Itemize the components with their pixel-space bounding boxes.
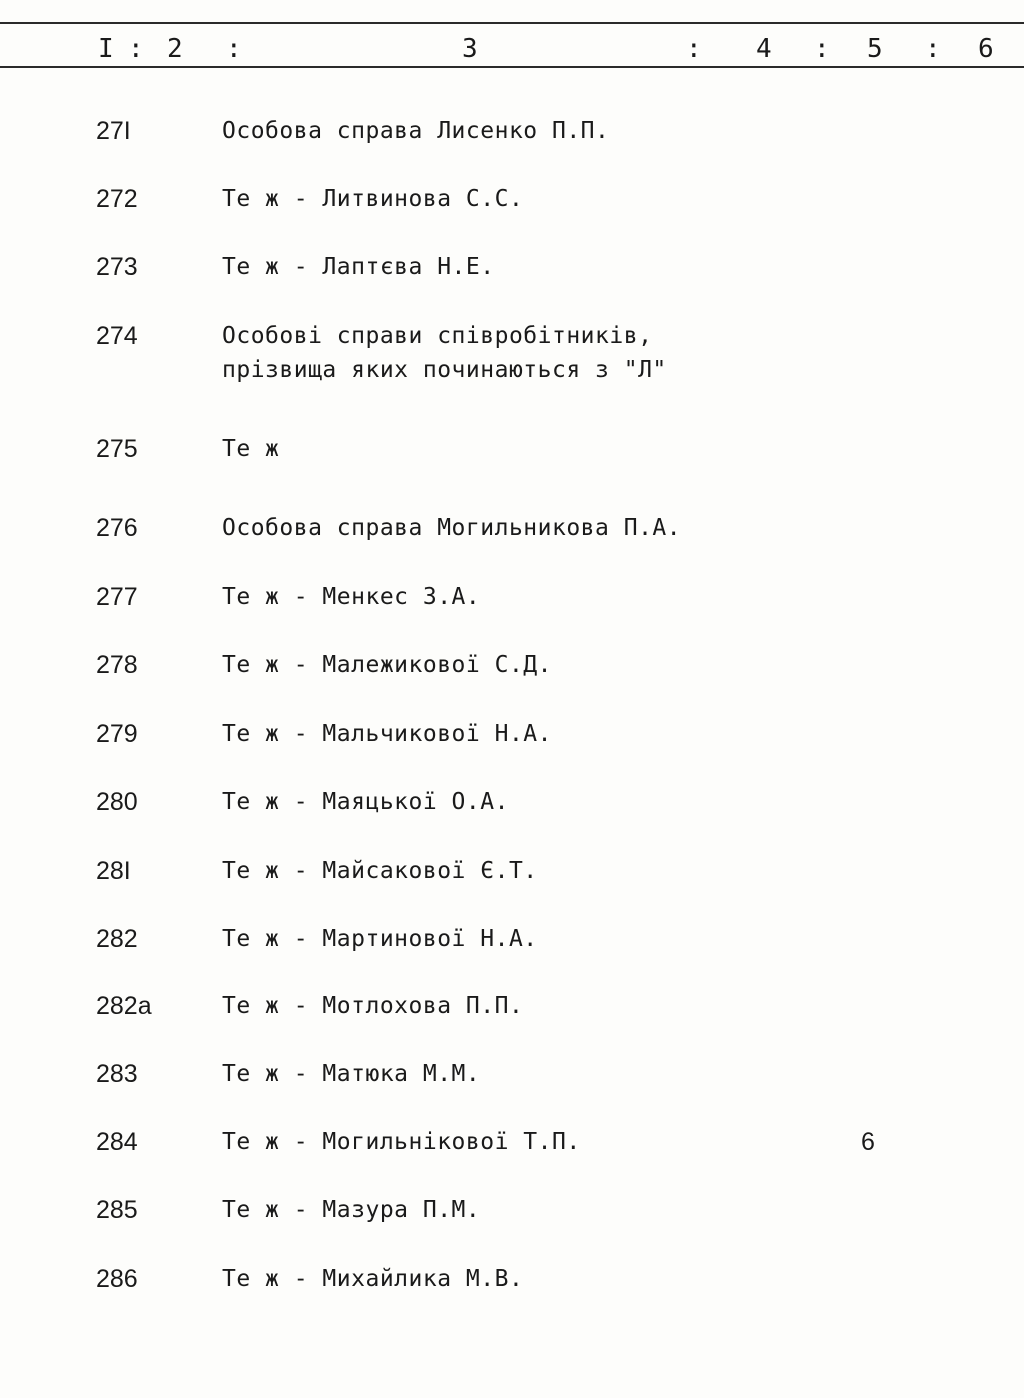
row-number: 275 <box>96 435 138 463</box>
row-number: 27I <box>96 117 131 145</box>
row-number: 273 <box>96 253 138 281</box>
header-separator: : <box>925 34 941 64</box>
row-number: 285 <box>96 1196 138 1224</box>
header-separator: : <box>226 34 242 64</box>
row-title: Те ж - Могильнікової Т.П. <box>222 1129 581 1155</box>
row-number: 286 <box>96 1265 138 1293</box>
row-title: Особові справи співробітників, прізвища яких починаються з "Л" <box>222 323 667 383</box>
row-number: 280 <box>96 788 138 816</box>
header-col3: 3 <box>462 34 478 64</box>
row-title: Особова справа Могильникова П.А. <box>222 515 682 541</box>
row-title: Те ж - Мазура П.М. <box>222 1197 481 1223</box>
row-title: Те ж - Михайлика М.В. <box>222 1266 524 1292</box>
row-title: Те ж - Мотлохова П.П. <box>222 993 524 1019</box>
row-number: 277 <box>96 583 138 611</box>
header-bottom-rule <box>0 66 1024 68</box>
row-title: Те ж - Матюка М.М. <box>222 1061 481 1087</box>
row-number: 274 <box>96 322 138 350</box>
row-col5-value: 6 <box>861 1128 875 1156</box>
header-col5: 5 <box>867 34 883 64</box>
row-title: Особова справа Лисенко П.П. <box>222 118 610 144</box>
row-title: Те ж - Литвинова С.С. <box>222 186 524 212</box>
header-col1: I <box>98 34 114 64</box>
row-number: 276 <box>96 514 138 542</box>
row-number: 284 <box>96 1128 138 1156</box>
header-top-rule <box>0 22 1024 24</box>
row-number: 282а <box>96 992 152 1020</box>
row-number: 278 <box>96 651 138 679</box>
row-number: 28I <box>96 857 131 885</box>
row-number: 272 <box>96 185 138 213</box>
row-title: Те ж - Менкес З.А. <box>222 584 481 610</box>
row-number: 282 <box>96 925 138 953</box>
header-col6: 6 <box>978 34 994 64</box>
header-separator: : <box>686 34 702 64</box>
row-title: Те ж <box>222 436 280 462</box>
header-separator: : <box>128 34 144 64</box>
row-title: Те ж - Майсакової Є.Т. <box>222 858 538 884</box>
header-col2: 2 <box>167 34 183 64</box>
row-number: 279 <box>96 720 138 748</box>
header-col4: 4 <box>756 34 772 64</box>
row-number: 283 <box>96 1060 138 1088</box>
row-title: Те ж - Малежикової С.Д. <box>222 652 552 678</box>
row-title: Те ж - Лаптєва Н.Е. <box>222 254 495 280</box>
row-title: Те ж - Маяцької О.А. <box>222 789 509 815</box>
row-title: Те ж - Мальчикової Н.А. <box>222 721 552 747</box>
row-title: Те ж - Мартинової Н.А. <box>222 926 538 952</box>
header-separator: : <box>814 34 830 64</box>
